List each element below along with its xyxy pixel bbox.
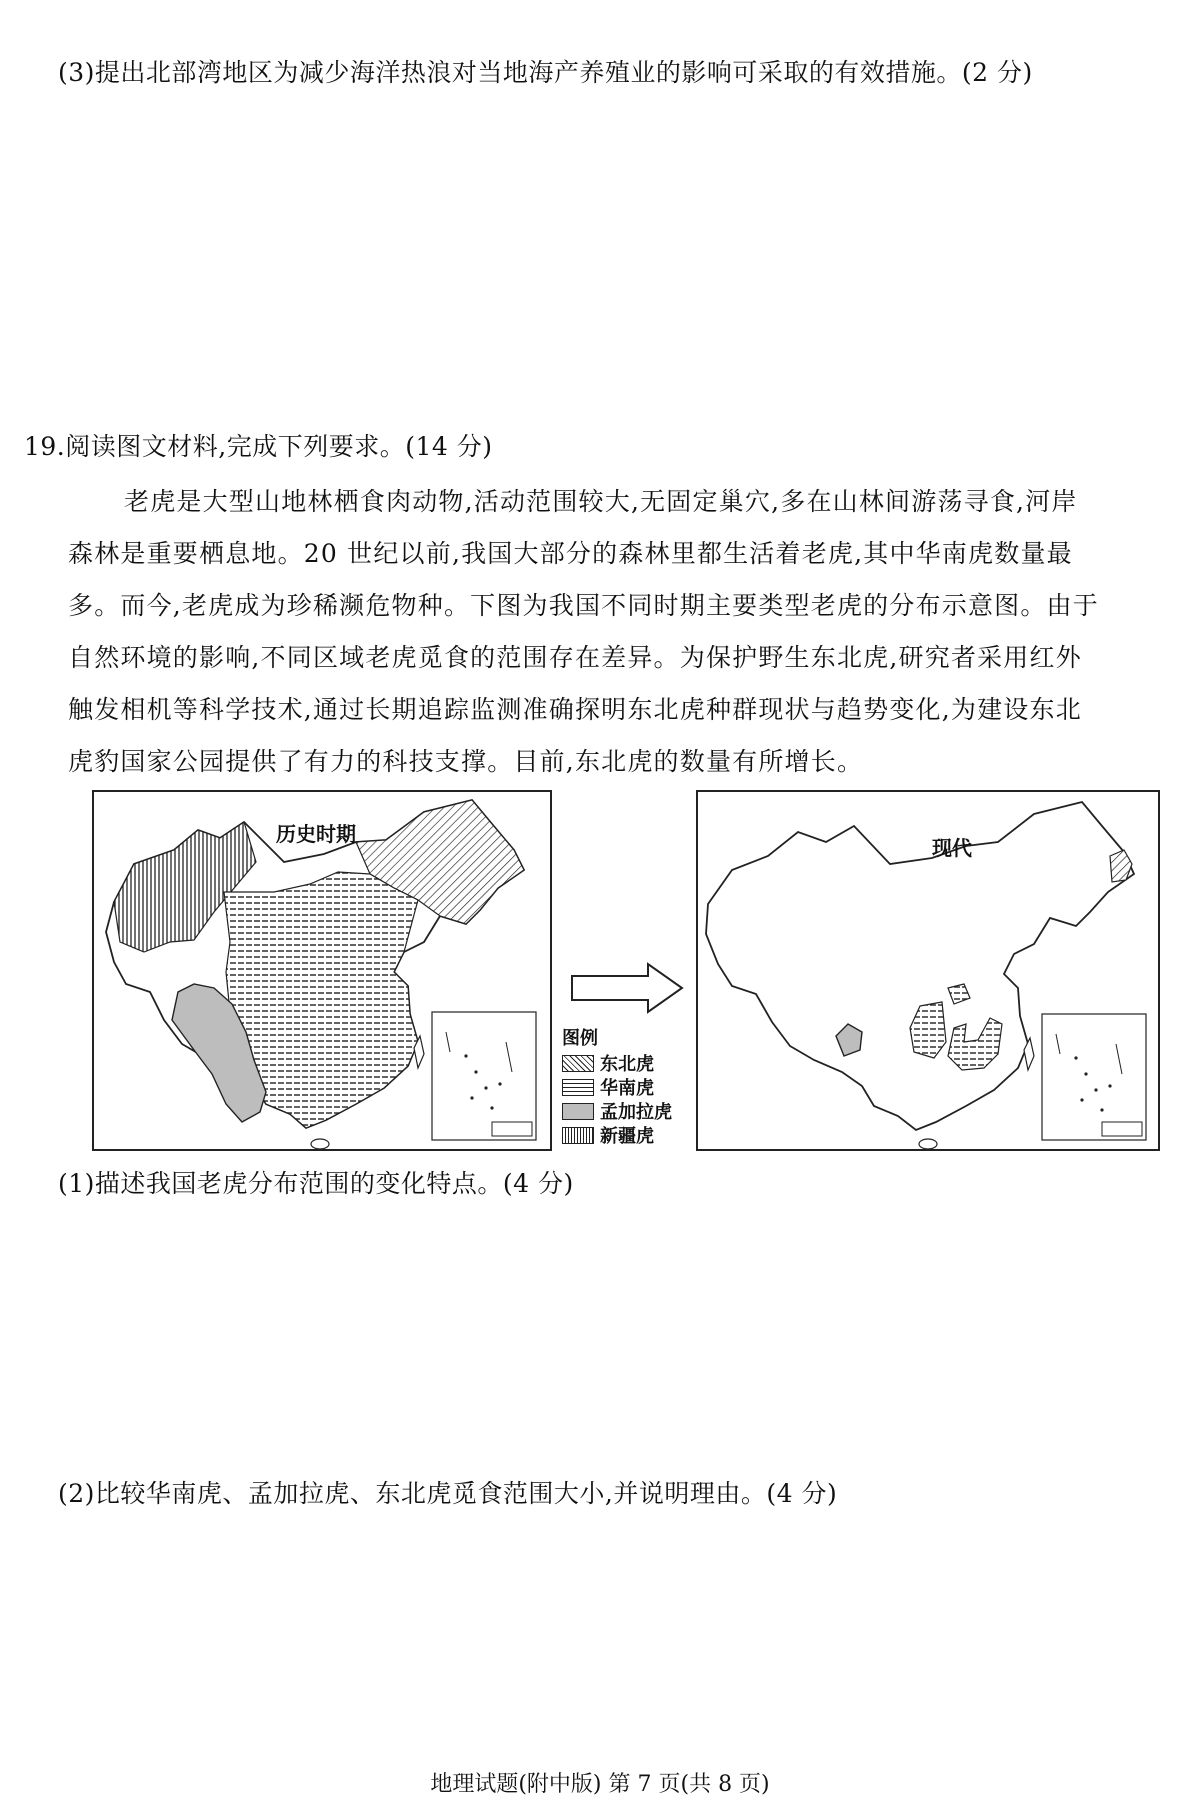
bengal-tiger-swatch <box>562 1103 594 1120</box>
right-arrow-icon <box>570 962 686 1014</box>
xinjiang-tiger-swatch <box>562 1127 594 1144</box>
material-line: 多。而今,老虎成为珍稀濒危物种。下图为我国不同时期主要类型老虎的分布示意图。由于 <box>68 591 1099 620</box>
material-line: 虎豹国家公园提供了有力的科技支撑。目前,东北虎的数量有所增长。 <box>68 747 864 776</box>
question-3: (3)提出北部湾地区为减少海洋热浪对当地海产养殖业的影响可采取的有效措施。(2 分) <box>58 58 1033 87</box>
legend-item-bengal-tiger: 孟加拉虎 <box>562 1099 672 1123</box>
modern-tiger-map <box>696 790 1160 1151</box>
modern-period-label: 现代 <box>932 836 972 860</box>
question-19-heading: 19.阅读图文材料,完成下列要求。(14 分) <box>24 432 493 461</box>
ne-tiger-swatch <box>562 1055 594 1072</box>
legend-title: 图例 <box>562 1028 598 1049</box>
legend-item-xinjiang-tiger: 新疆虎 <box>562 1123 672 1147</box>
page-footer: 地理试题(附中版) 第 7 页(共 8 页) <box>430 1772 770 1797</box>
modern-map-graphic <box>698 792 1158 1149</box>
material-line: 老虎是大型山地林栖食肉动物,活动范围较大,无固定巢穴,多在山林间游荡寻食,河岸 <box>124 487 1078 516</box>
legend-item-south-china-tiger: 华南虎 <box>562 1075 672 1099</box>
map-legend <box>562 1027 672 1147</box>
material-line: 自然环境的影响,不同区域老虎觅食的范围存在差异。为保护野生东北虎,研究者采用红外 <box>68 643 1082 672</box>
legend-item-ne-tiger: 东北虎 <box>562 1051 672 1075</box>
question-19-material <box>68 476 1180 788</box>
question-19-sub-2: (2)比较华南虎、孟加拉虎、东北虎觅食范围大小,并说明理由。(4 分) <box>58 1479 838 1508</box>
material-line: 触发相机等科学技术,通过长期追踪监测准确探明东北虎种群现状与趋势变化,为建设东北 <box>68 695 1082 724</box>
south-china-tiger-swatch <box>562 1079 594 1096</box>
historical-tiger-map <box>92 790 552 1151</box>
material-line: 森林是重要栖息地。20 世纪以前,我国大部分的森林里都生活着老虎,其中华南虎数量最 <box>68 539 1073 568</box>
historical-period-label: 历史时期 <box>276 822 356 846</box>
question-19-sub-1: (1)描述我国老虎分布范围的变化特点。(4 分) <box>58 1169 574 1198</box>
